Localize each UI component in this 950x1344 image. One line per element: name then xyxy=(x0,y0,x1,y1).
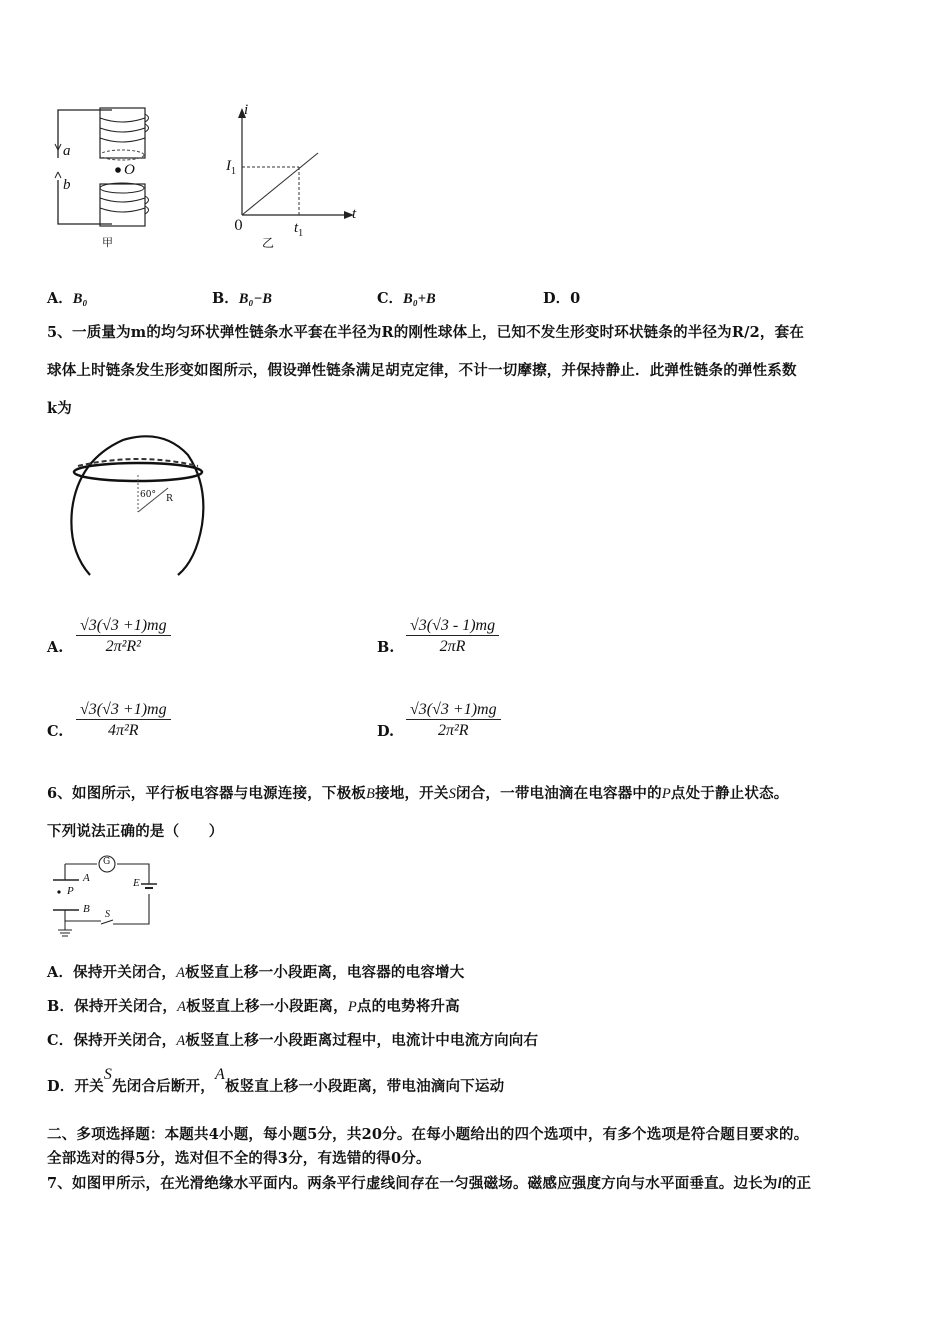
radius-label: R xyxy=(166,494,173,504)
var-a: A xyxy=(177,999,187,1015)
current-line xyxy=(242,153,318,215)
q5-option-c-fraction xyxy=(76,701,171,740)
angle-label: 60° xyxy=(140,490,156,500)
figure-caption-jia: 甲 xyxy=(102,236,113,249)
var-l: l xyxy=(777,1176,782,1192)
tick-i1-main: I xyxy=(226,158,231,174)
option-text: 0 xyxy=(570,290,581,307)
stem-text: 点处于静止状态。 xyxy=(670,785,789,802)
option-text: C．保持开关闭合， xyxy=(47,1032,177,1049)
q5-stem-line1: 5、一质量为m的均匀环状弹性链条水平套在半径为R的刚性球体上，已知不发生形变时环状链条的半径为R/2，套在 xyxy=(47,324,805,341)
q6-option-b xyxy=(47,995,460,1016)
q6-option-d xyxy=(47,1066,505,1096)
option-label: A． xyxy=(47,290,73,307)
axis-label-i: i xyxy=(244,102,249,118)
q6-stem-line2: 下列说法正确的是（ ） xyxy=(47,823,224,840)
option-text: B₀−B xyxy=(238,291,272,307)
section2-heading-line1: 二、多项选择题：本题共4小题，每小题5分，共20分。在每小题给出的四个选项中，有多个选项是符合题目要求的。 xyxy=(47,1126,809,1143)
q4-option-c xyxy=(377,287,436,308)
option-label: D． xyxy=(543,290,571,307)
var-b: B xyxy=(366,786,376,802)
circuit-label-p: P xyxy=(67,885,74,897)
option-text: D．开关 xyxy=(47,1078,104,1095)
label-a: a xyxy=(63,143,71,159)
q5-option-a-label: A. xyxy=(47,639,64,656)
q5-option-c-label: C. xyxy=(47,723,64,740)
figure-jia xyxy=(50,100,160,250)
var-a: A xyxy=(176,965,186,981)
var-p: P xyxy=(347,999,357,1015)
denominator: 2π²R xyxy=(437,722,469,739)
q6-stem-line1 xyxy=(47,782,789,803)
option-label: B． xyxy=(212,290,239,307)
origin-label: 0 xyxy=(234,218,243,234)
tick-i1 xyxy=(226,158,236,177)
sphere-outline xyxy=(71,436,203,575)
tick-t1-main: t xyxy=(294,220,299,236)
tick-t1-sub: 1 xyxy=(298,228,304,239)
var-a: A xyxy=(176,1033,186,1049)
circuit-label-s: S xyxy=(105,909,110,920)
figure-yi-graph xyxy=(222,100,372,250)
q6-option-a xyxy=(47,961,464,982)
q4-option-b xyxy=(212,287,272,308)
q4-option-a xyxy=(47,287,88,308)
label-o: O xyxy=(124,162,135,178)
q5-option-d-fraction xyxy=(406,701,501,740)
q5-option-b-label: B. xyxy=(377,639,395,656)
q7-stem-line1 xyxy=(47,1172,811,1193)
option-text: 点的电势将升高 xyxy=(356,998,460,1015)
circuit-label-g: G xyxy=(103,857,111,867)
stem-text: 7、如图甲所示，在光滑绝缘水平面内。两条平行虚线间存在一匀强磁场。磁感应强度方向与水平面垂直。边长为 xyxy=(47,1175,778,1192)
denominator: 2πR xyxy=(439,638,466,655)
numerator: √3(√3 - 1)mg xyxy=(406,617,499,636)
option-text: A．保持开关闭合， xyxy=(47,964,177,981)
option-text: B₀ xyxy=(72,291,88,307)
ring-front xyxy=(74,463,202,481)
q5-stem-line3: k为 xyxy=(47,400,72,417)
stem-text: 6、如图所示，平行板电容器与电源连接，下极板 xyxy=(47,785,366,802)
numerator: √3(√3 +1)mg xyxy=(406,701,501,720)
option-text: 板竖直上移一小段距离过程中，电流计中电流方向向右 xyxy=(185,1032,539,1049)
stem-text: 的正 xyxy=(781,1175,812,1192)
stem-text: 接地，开关 xyxy=(375,785,449,802)
denominator: 4π²R xyxy=(107,722,139,739)
numerator: √3(√3 +1)mg xyxy=(76,617,171,636)
axis-label-t: t xyxy=(352,206,357,222)
section2-heading-line2: 全部选对的得5分，选对但不全的得3分，有选错的得0分。 xyxy=(47,1150,431,1167)
option-text: B₀+B xyxy=(403,291,436,307)
q5-option-b-fraction xyxy=(406,617,499,656)
q5-stem-line2: 球体上时链条发生形变如图所示，假设弹性链条满足胡克定律，不计一切摩擦，并保持静止．此弹性链条的弹性系数 xyxy=(47,362,797,379)
numerator: √3(√3 +1)mg xyxy=(76,701,171,720)
tick-t1 xyxy=(294,220,303,239)
q5-option-a-fraction xyxy=(76,617,171,656)
denominator: 2π²R² xyxy=(105,638,141,655)
var-a: A xyxy=(214,1066,225,1083)
option-text: 板竖直上移一小段距离，带电油滴向下运动 xyxy=(224,1078,505,1095)
q4-option-d xyxy=(543,287,580,308)
stem-text: 闭合，一带电油滴在电容器中的 xyxy=(456,785,662,802)
q6-option-c xyxy=(47,1029,538,1050)
option-label: C． xyxy=(377,290,404,307)
circuit-label-b: B xyxy=(83,903,90,915)
circuit-figure xyxy=(45,852,155,944)
option-text: 板竖直上移一小段距离， xyxy=(186,998,348,1015)
circuit-label-e: E xyxy=(133,877,140,889)
label-b: b xyxy=(63,177,71,193)
var-p: P xyxy=(661,786,671,802)
option-text: 板竖直上移一小段距离，电容器的电容增大 xyxy=(185,964,465,981)
var-s: S xyxy=(103,1066,113,1083)
q5-option-d-label: D. xyxy=(377,723,395,740)
sphere-figure xyxy=(68,430,208,580)
circuit-label-a: A xyxy=(83,872,90,884)
var-s: S xyxy=(448,786,457,802)
tick-i1-sub: 1 xyxy=(231,166,236,177)
option-text: 先闭合后断开， xyxy=(112,1078,215,1095)
option-text: B．保持开关闭合， xyxy=(47,998,178,1015)
figure-caption-yi: 乙 xyxy=(262,236,275,250)
